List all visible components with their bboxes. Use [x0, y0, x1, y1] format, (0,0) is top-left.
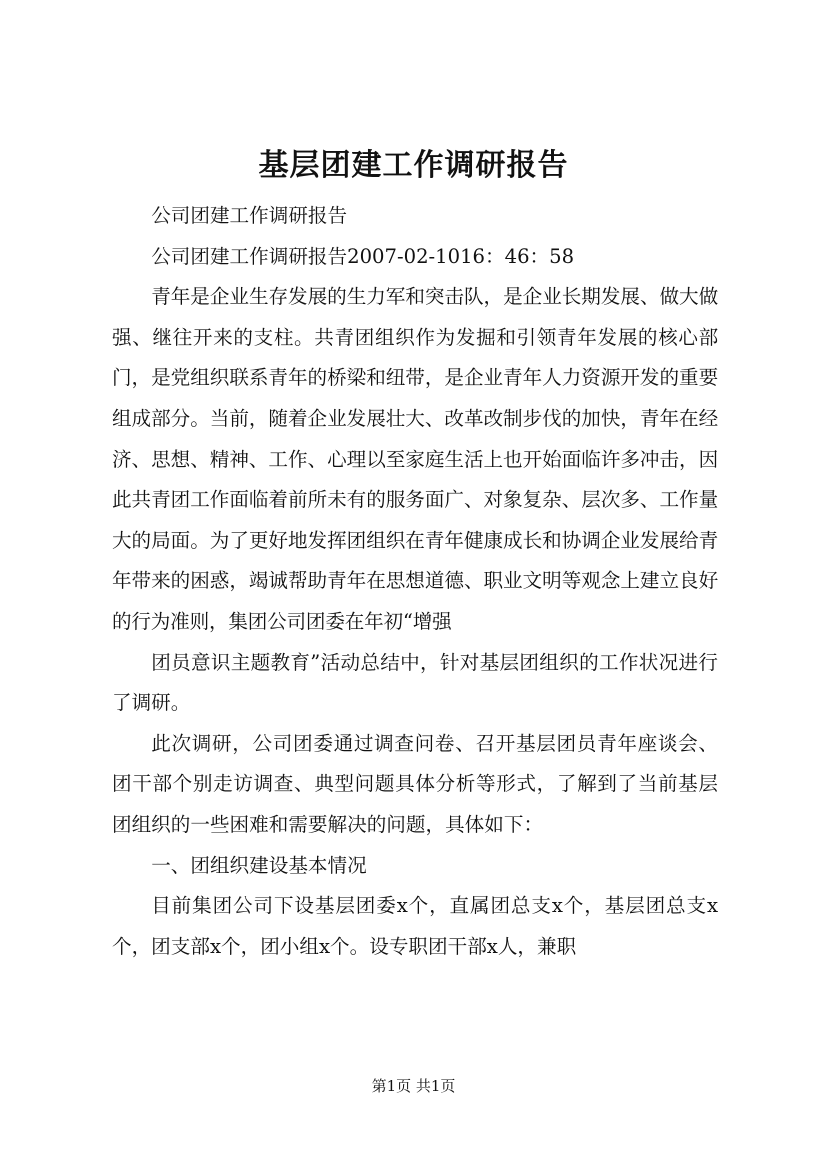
section-heading: 一、团组织建设基本情况	[151, 853, 367, 877]
paragraph-survey-method: 此次调研，公司团委通过调查问卷、召开基层团员青年座谈会、团干部个别走访调查、典型问题具体分析等形式，了解到了当前基层团组织的一些困难和需要解决的问题，具体如下：	[112, 731, 718, 836]
page-footer: 第1页 共1页	[371, 1077, 456, 1095]
paragraph-subtitle: 公司团建工作调研报告	[151, 204, 348, 227]
document-body	[112, 196, 718, 967]
document-title: 基层团建工作调研报告	[258, 148, 569, 183]
paragraph-datetime: 公司团建工作调研报告2007-02-1016：46：58	[151, 244, 575, 268]
paragraph-survey-context: 团员意识主题教育”活动总结中，针对基层团组织的工作状况进行了调研。	[112, 650, 718, 715]
paragraph-organization-status: 目前集团公司下设基层团委x个，直属团总支x个，基层团总支x个，团支部x个，团小组x个。设专职团干部x人，兼职	[112, 894, 718, 958]
paragraph-intro: 青年是企业生存发展的生力军和突击队，是企业长期发展、做大做强、继往开来的支柱。共青团组织作为发掘和引领青年发展的核心部门，是党组织联系青年的桥梁和纽带，是企业青年人力资源开发的重要组成部分。当前，随着企业发展壮大、改革改制步伐的加快，青年在经济、思想、精神、工作、心理以至家庭生活上也开始面临许多冲击，因此共青团工作面临着前所未有的服务面广、对象复杂、层次多、工作量大的局面。为了更好地发挥团组织在青年健康成长和协调企业发展给青年带来的困惑，竭诚帮助青年在思想道德、职业文明等观念上建立良好的行为准则，集团公司团委在年初“增强	[112, 285, 718, 633]
